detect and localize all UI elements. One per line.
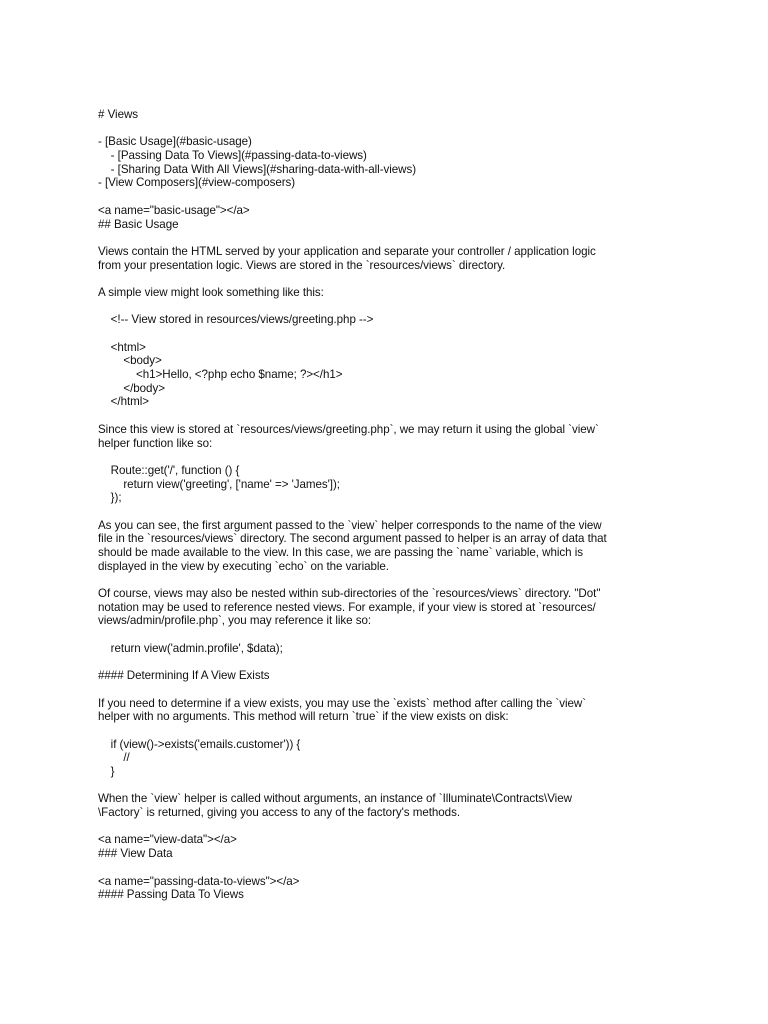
document-line: file in the `resources/views` directory. The second argument passed to helper is an array of data that bbox=[98, 532, 607, 546]
document-line: Of course, views may also be nested within sub-directories of the `resources/views` directory. "Dot" bbox=[98, 587, 601, 601]
document-line: - [Sharing Data With All Views](#sharing-data-with-all-views) bbox=[98, 162, 417, 176]
document-line: <a name="passing-data-to-views"></a> bbox=[98, 874, 300, 888]
document-line: \Factory` is returned, giving you access to any of the factory's methods. bbox=[98, 806, 461, 820]
document-line: Route::get('/', function () { bbox=[98, 463, 240, 477]
document-line: <html> bbox=[98, 340, 146, 354]
blank-line bbox=[98, 779, 668, 793]
document-line: A simple view might look something like this: bbox=[98, 285, 324, 299]
blank-line bbox=[98, 450, 668, 464]
document-line: return view('admin.profile', $data); bbox=[98, 641, 283, 655]
blank-line bbox=[98, 724, 668, 738]
document-line: should be made available to the view. In this case, we are passing the `name` variable, which is bbox=[98, 546, 583, 559]
document-line: helper function like so: bbox=[98, 436, 213, 450]
document-line: Views contain the HTML served by your application and separate your controller / application logic bbox=[98, 244, 596, 258]
document-line: #### Passing Data To Views bbox=[98, 888, 244, 902]
blank-line bbox=[98, 656, 668, 670]
blank-line bbox=[98, 573, 668, 587]
document-line: Since this view is stored at `resources/views/greeting.php`, we may return it using the global `view` bbox=[98, 422, 599, 436]
blank-line bbox=[98, 231, 668, 245]
document-line: - [View Composers](#view-composers) bbox=[98, 176, 296, 190]
blank-line bbox=[98, 327, 668, 341]
document-line: views/admin/profile.php`, you may reference it like so: bbox=[98, 614, 372, 628]
blank-line bbox=[98, 122, 668, 136]
blank-line bbox=[98, 628, 668, 642]
blank-line bbox=[98, 683, 668, 697]
document-line: - [Basic Usage](#basic-usage) bbox=[98, 135, 252, 149]
document-line: ## Basic Usage bbox=[98, 217, 179, 231]
document-line: ### View Data bbox=[98, 847, 173, 861]
blank-line bbox=[98, 272, 668, 286]
document-line: <a name="basic-usage"></a> bbox=[98, 203, 250, 217]
document-line: notation may be used to reference nested views. For example, if your view is stored at `resources/ bbox=[98, 600, 596, 614]
document-line: return view('greeting', ['name' => 'James']); bbox=[98, 477, 340, 491]
blank-line bbox=[98, 300, 668, 314]
document-line: # Views bbox=[98, 108, 139, 121]
document-line: // bbox=[98, 751, 130, 765]
blank-line bbox=[98, 820, 668, 834]
document-line: As you can see, the first argument passed to the `view` helper corresponds to the name of the view bbox=[98, 518, 602, 532]
document-line: - [Passing Data To Views](#passing-data-to-views) bbox=[98, 149, 367, 163]
document-line: helper with no arguments. This method will return `true` if the view exists on disk: bbox=[98, 710, 509, 724]
blank-line bbox=[98, 861, 668, 875]
document-line: if (view()->exists('emails.customer')) { bbox=[98, 737, 301, 751]
document-line: </body> bbox=[98, 381, 165, 395]
blank-line bbox=[98, 505, 668, 519]
document-line: </html> bbox=[98, 395, 149, 409]
document-line: <body> bbox=[98, 354, 162, 368]
document-line: <!-- View stored in resources/views/greeting.php --> bbox=[98, 313, 374, 327]
document-line: from your presentation logic. Views are stored in the `resources/views` directory. bbox=[98, 258, 506, 272]
document-line: If you need to determine if a view exists, you may use the `exists` method after calling the `view` bbox=[98, 696, 587, 710]
document-line: }); bbox=[98, 491, 122, 505]
blank-line bbox=[98, 190, 668, 204]
document-line: <a name="view-data"></a> bbox=[98, 833, 237, 847]
document-line: displayed in the view by executing `echo` on the variable. bbox=[98, 559, 389, 573]
document-line: <h1>Hello, <?php echo $name; ?></h1> bbox=[98, 368, 343, 382]
document-line: #### Determining If A View Exists bbox=[98, 669, 270, 683]
document-line: } bbox=[98, 765, 115, 778]
document-line: When the `view` helper is called without arguments, an instance of `Illuminate\Contracts\View bbox=[98, 792, 572, 806]
document-page bbox=[98, 108, 668, 902]
blank-line bbox=[98, 409, 668, 423]
